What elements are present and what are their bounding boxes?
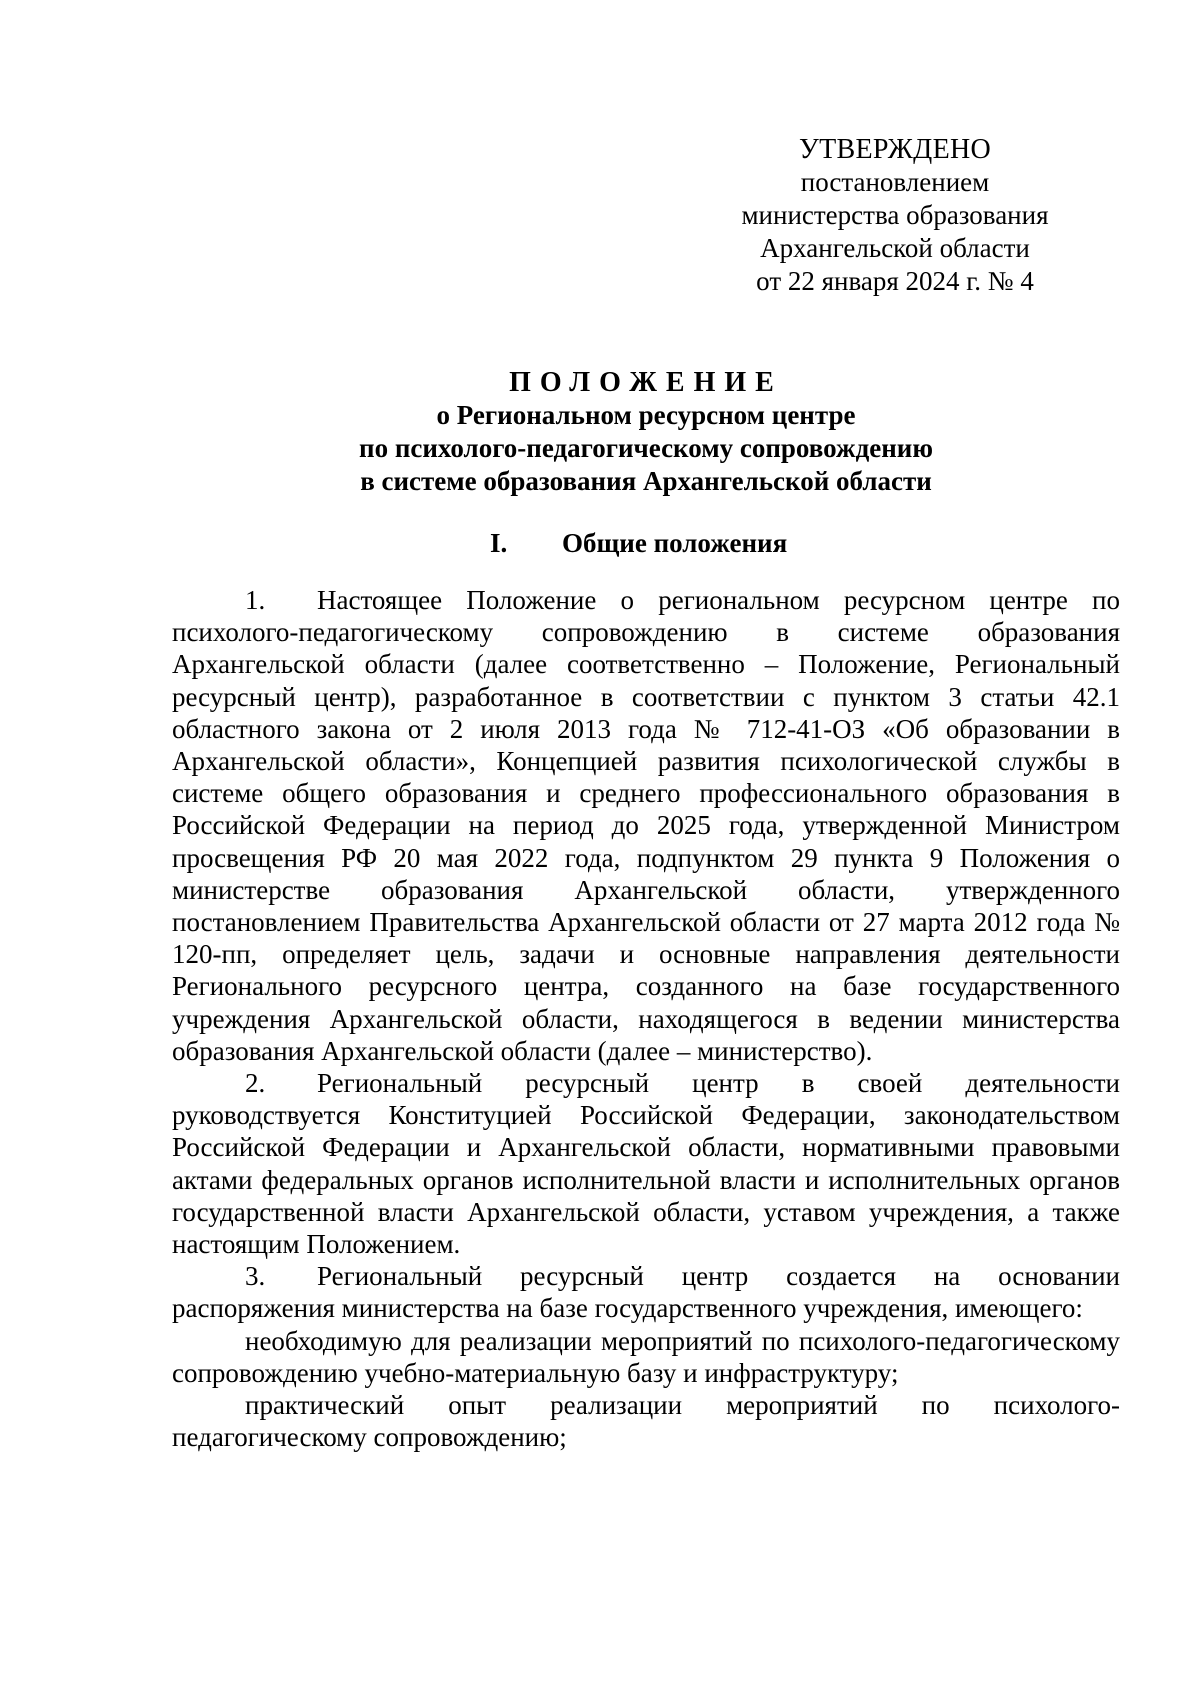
approval-date: от 22 января 2024 г. № 4 [756, 266, 1034, 296]
title-main: ПОЛОЖЕНИЕ [509, 367, 783, 398]
paragraph-text: Региональный ресурсный центр в своей деятельности руководствуется Конституцией Российской Федерации, законодательством Российской Федерации и Архангельской области, нормативными правовыми актами федеральных органов исполнительной власти и исполнительных органов государственной власти Архангельской области, уставом учреждения, а также настоящим Положением. [172, 1068, 1120, 1260]
list-item: практический опыт реализации мероприятий по психолого-педагогическому сопровождению; [172, 1390, 1120, 1453]
title-line: в системе образования Архангельской области [360, 466, 932, 496]
paragraph [172, 1067, 1120, 1260]
title-line: о Региональном ресурсном центре [436, 400, 856, 430]
approval-line: постановлением [800, 167, 990, 197]
approval-stamp [700, 133, 1090, 298]
list-item: необходимую для реализации мероприятий по психолого-педагогическому сопровождению учебно-материальную базу и инфраструктуру; [172, 1325, 1120, 1388]
title-line: по психолого-педагогическому сопровождению [359, 433, 933, 463]
paragraph [172, 584, 1120, 1067]
section-name: Общие положения [562, 528, 788, 558]
paragraph-text: Настоящее Положение о региональном ресурсном центре по психолого-педагогическому сопровождению в системе образования Архангельской области (далее соответственно – Положение, Региональный ресурсный центр), разработанное в соответствии с пунктом 3 статьи 42.1 областного закона от 2 июля 2013 года № 712-41-ОЗ «Об образовании в Архангельской области», Концепцией развития психологической службы в системе общего образования и среднего профессионального образования в Российской Федерации на период до 2025 года, утвержденной Министром просвещения РФ 20 мая 2022 года, подпунктом 29 пункта 9 Положения о министерстве образования Архангельской области, утвержденного постановлением Правительства Архангельской области от 27 марта 2012 года № 120-пп, определяет цель, задачи и основные направления деятельности Регионального ресурсного центра, созданного на базе государственного учреждения Архангельской области, находящегося в ведении министерства образования Архангельской области (далее – министерство). [172, 585, 1120, 1066]
paragraph [172, 1260, 1120, 1324]
document-title [172, 366, 1120, 498]
paragraph-number: 1. [245, 585, 266, 615]
approval-line: Архангельской области [760, 233, 1030, 263]
paragraph-number: 3. [245, 1261, 266, 1292]
section-heading [172, 526, 1120, 560]
paragraph-number: 2. [245, 1068, 266, 1099]
approval-line: министерства образования [741, 200, 1049, 230]
section-number: I. [490, 528, 508, 558]
paragraph-text: Региональный ресурсный центр создается на основании распоряжения министерства на базе государственного учреждения, имеющего: [172, 1261, 1120, 1324]
document-body [172, 584, 1120, 1453]
approval-heading: УТВЕРЖДЕНО [798, 134, 992, 165]
